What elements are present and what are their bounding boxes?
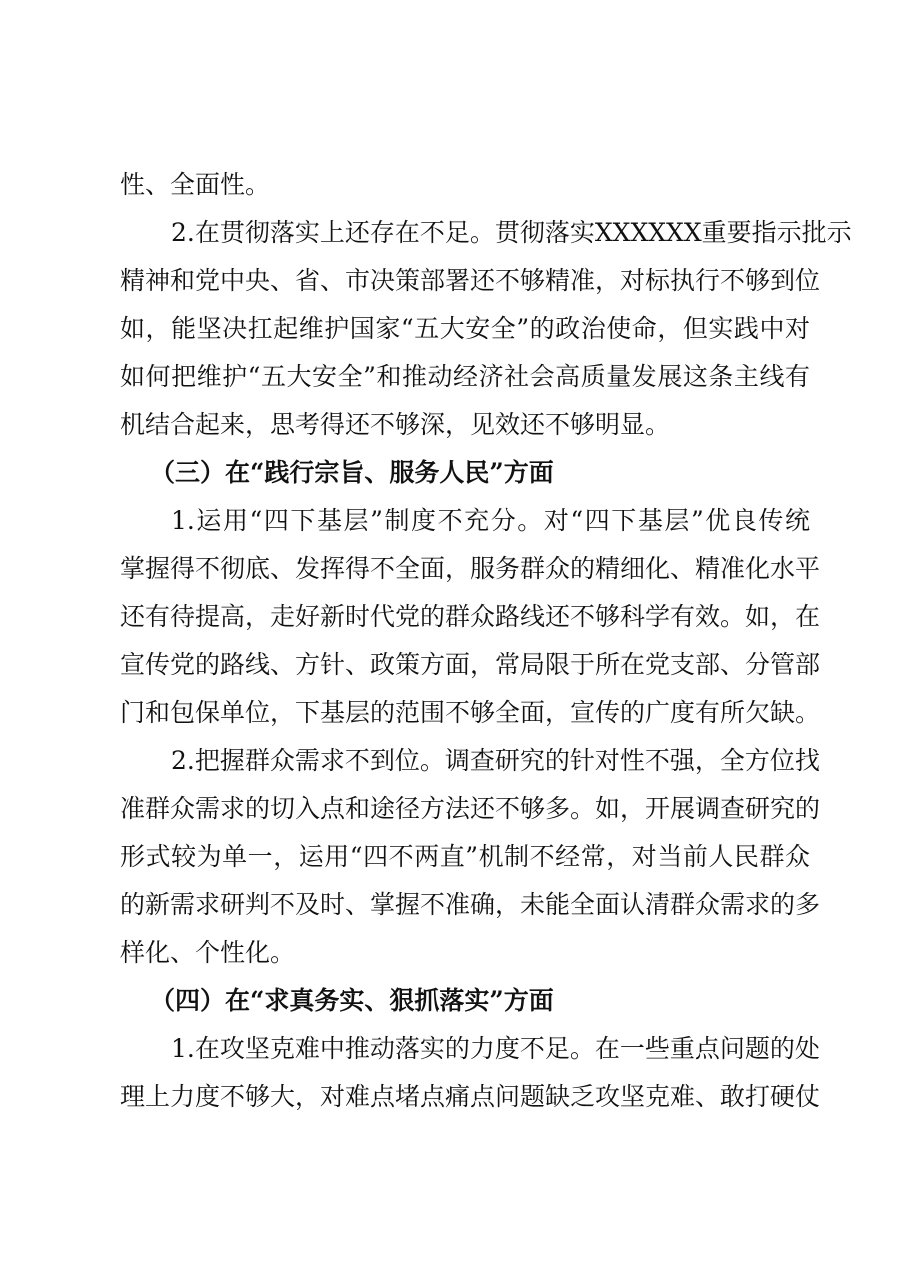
paragraph-line: 还有待提高，走好新时代党的群众路线还不够科学有效。如，在 xyxy=(120,602,821,631)
paragraph-line: 准群众需求的切入点和途径方法还不够多。如，开展调查研究的 xyxy=(120,794,821,823)
section-heading: （四）在“求真务实、狠抓落实”方面 xyxy=(150,986,554,1015)
paragraph-line: 理上力度不够大，对难点堵点痛点问题缺乏攻坚克难、敢打硬仗 xyxy=(120,1082,821,1111)
paragraph-line: 掌握得不彻底、发挥得不全面，服务群众的精细化、精准化水平 xyxy=(120,554,821,583)
paragraph-line: 如何把维护“五大安全”和推动经济社会高质量发展这条主线有 xyxy=(120,362,810,391)
paragraph-line: 门和包保单位，下基层的范围不够全面，宣传的广度有所欠缺。 xyxy=(120,698,821,727)
paragraph-line: 性、全面性。 xyxy=(120,170,271,199)
paragraph-line: 1.运用“四下基层”制度不充分。对“四下基层”优良传统 xyxy=(171,506,810,535)
paragraph-line: 机结合起来，思考得还不够深，见效还不够明显。 xyxy=(120,410,671,439)
section-heading: （三）在“践行宗旨、服务人民”方面 xyxy=(150,458,554,487)
paragraph-line: 形式较为单一，运用“四不两直”机制不经常，对当前人民群众 xyxy=(120,842,810,871)
paragraph-line: 2.把握群众需求不到位。调查研究的针对性不强，全方位找 xyxy=(171,746,820,775)
paragraph-line: 如，能坚决扛起维护国家“五大安全”的政治使命，但实践中对 xyxy=(120,314,810,343)
paragraph-line: 样化、个性化。 xyxy=(120,938,296,967)
paragraph-line: 宣传党的路线、方针、政策方面，常局限于所在党支部、分管部 xyxy=(120,650,821,679)
paragraph-line: 2.在贯彻落实上还存在不足。贯彻落实XXXXXX重要指示批示 xyxy=(171,218,852,247)
paragraph-line: 的新需求研判不及时、掌握不准确，未能全面认清群众需求的多 xyxy=(120,890,821,919)
paragraph-line: 1.在攻坚克难中推动落实的力度不足。在一些重点问题的处 xyxy=(171,1034,820,1063)
paragraph-line: 精神和党中央、省、市决策部署还不够精准，对标执行不够到位 xyxy=(120,266,821,295)
